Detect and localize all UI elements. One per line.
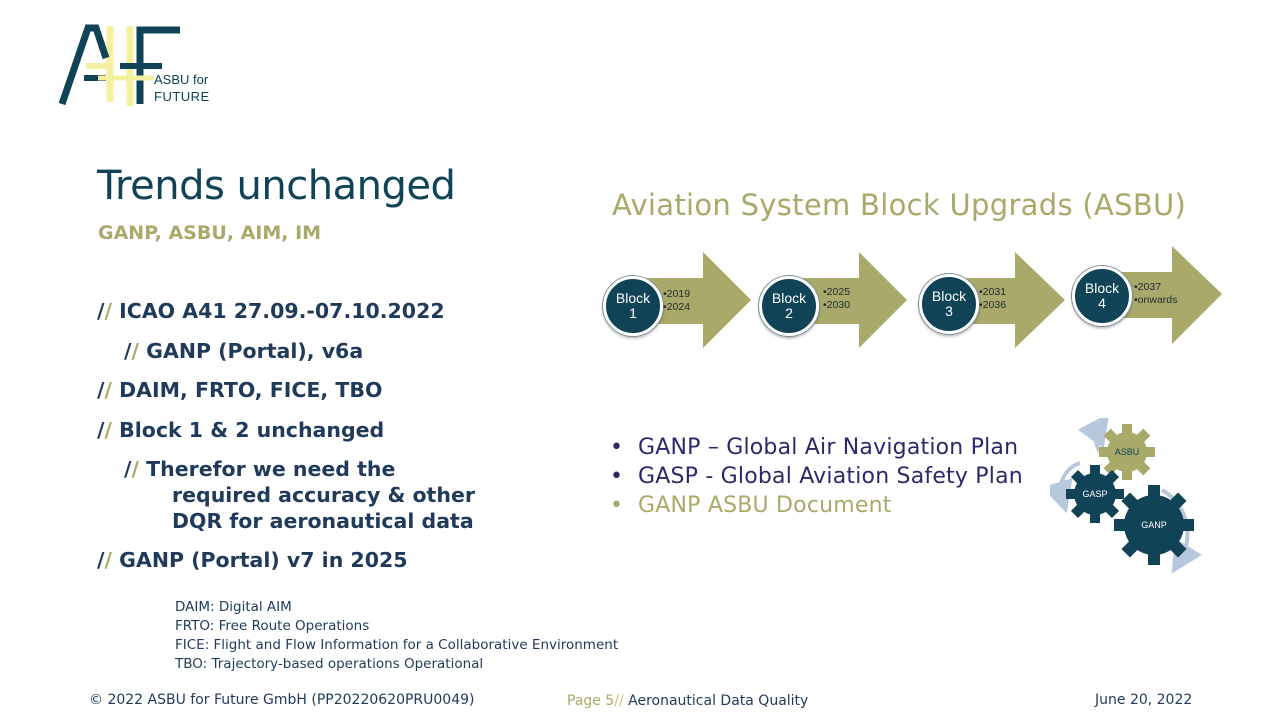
gear-gasp xyxy=(1066,465,1124,523)
block-year-start: •2031 xyxy=(979,286,1007,298)
bullet-text: Block 1 & 2 unchanged xyxy=(119,418,385,442)
block-2 xyxy=(759,252,909,352)
block-1 xyxy=(603,252,753,352)
block-year-end: •2030 xyxy=(823,299,851,311)
bullet-therefor xyxy=(124,456,475,534)
bullet-marker: / xyxy=(104,548,112,572)
bullet-marker: / xyxy=(124,457,132,481)
plan-text: GANP ASBU Document xyxy=(638,493,892,518)
bullet-marker: / xyxy=(97,418,105,442)
block-years xyxy=(663,288,690,314)
bullet-text: DAIM, FRTO, FICE, TBO xyxy=(119,378,383,402)
gear-label: GASP xyxy=(1082,489,1108,499)
abbreviation-frto: FRTO: Free Route Operations xyxy=(175,618,370,634)
plan-bullet: • xyxy=(610,493,624,518)
footer-doc-title: Aeronautical Data Quality xyxy=(628,693,809,709)
block-number: 4 xyxy=(1098,295,1106,311)
block-circle xyxy=(759,276,819,336)
footer-center xyxy=(567,693,808,709)
gear-label: GANP xyxy=(1141,520,1167,530)
block-years xyxy=(823,286,850,312)
bullet-icao xyxy=(97,298,445,324)
block-number: 3 xyxy=(945,303,953,319)
bullet-marker: / xyxy=(104,299,112,323)
block-label: Block xyxy=(615,290,651,306)
block-circle xyxy=(919,274,979,334)
bullet-text: ICAO A41 27.09.-07.10.2022 xyxy=(119,299,445,323)
block-number: 2 xyxy=(785,305,793,321)
block-number: 1 xyxy=(629,305,637,321)
footer-date: June 20, 2022 xyxy=(1095,692,1193,708)
block-circle xyxy=(1072,266,1132,326)
bullet-marker: / xyxy=(124,339,132,363)
block-years xyxy=(979,286,1006,312)
page-subtitle: GANP, ASBU, AIM, IM xyxy=(98,222,322,244)
plan-item-asbu-doc xyxy=(610,493,892,518)
plan-text: GASP - Global Aviation Safety Plan xyxy=(638,464,1023,489)
gear-ganp xyxy=(1114,485,1194,565)
bullet-ganp-portal xyxy=(124,338,363,364)
gear-asbu xyxy=(1099,424,1155,480)
bullet-marker: / xyxy=(104,418,112,442)
block-label: Block xyxy=(931,288,967,304)
logo-line1: ASBU for xyxy=(154,72,209,87)
block-4 xyxy=(1072,246,1224,346)
logo-line2: FUTURE xyxy=(154,89,210,104)
block-label: Block xyxy=(1084,280,1120,296)
block-label: Block xyxy=(771,290,807,306)
plan-item-ganp xyxy=(610,435,1018,460)
bullet-marker: / xyxy=(131,339,139,363)
plan-bullet: • xyxy=(610,464,624,489)
block-3 xyxy=(919,252,1069,352)
block-circle xyxy=(603,276,663,336)
bullet-marker: / xyxy=(97,378,105,402)
bullet-ganp-v7 xyxy=(97,547,407,573)
block-years xyxy=(1134,281,1177,307)
bullet-text-line3: DQR for aeronautical data xyxy=(172,509,474,533)
block-year-end: •onwards xyxy=(1134,294,1178,306)
bullet-text: GANP (Portal), v6a xyxy=(146,339,364,363)
footer-separator: // xyxy=(614,693,624,709)
bullet-text: GANP (Portal) v7 in 2025 xyxy=(119,548,408,572)
block-year-start: •2037 xyxy=(1134,281,1162,293)
bullet-block xyxy=(97,417,384,443)
bullet-daim xyxy=(97,377,382,403)
block-year-start: •2025 xyxy=(823,286,851,298)
page-title: Trends unchanged xyxy=(97,163,456,209)
plan-bullet: • xyxy=(610,435,624,460)
bullet-marker: / xyxy=(97,548,105,572)
gears-graphic xyxy=(1050,418,1215,578)
abbreviation-fice: FICE: Flight and Flow Information for a Collaborative Environment xyxy=(175,637,619,653)
bullet-marker: / xyxy=(97,299,105,323)
bullet-marker: / xyxy=(104,378,112,402)
block-year-start: •2019 xyxy=(663,288,691,300)
block-year-end: •2024 xyxy=(663,301,691,313)
plan-item-gasp xyxy=(610,464,1023,489)
bullet-text-line2: required accuracy & other xyxy=(172,483,475,507)
plan-text: GANP – Global Air Navigation Plan xyxy=(638,435,1019,460)
company-logo xyxy=(58,22,218,112)
abbreviation-daim: DAIM: Digital AIM xyxy=(175,599,292,615)
footer-page: Page 5 xyxy=(567,693,615,709)
bullet-text-line1: Therefor we need the xyxy=(146,457,396,481)
bullet-marker: / xyxy=(131,457,139,481)
asbu-title: Aviation System Block Upgrads (ASBU) xyxy=(612,188,1187,222)
block-year-end: •2036 xyxy=(979,299,1007,311)
abbreviation-tbo: TBO: Trajectory-based operations Operational xyxy=(175,656,484,672)
footer-copyright: © 2022 ASBU for Future GmbH (PP20220620PRU0049) xyxy=(89,692,475,708)
gear-label: ASBU xyxy=(1114,447,1140,457)
